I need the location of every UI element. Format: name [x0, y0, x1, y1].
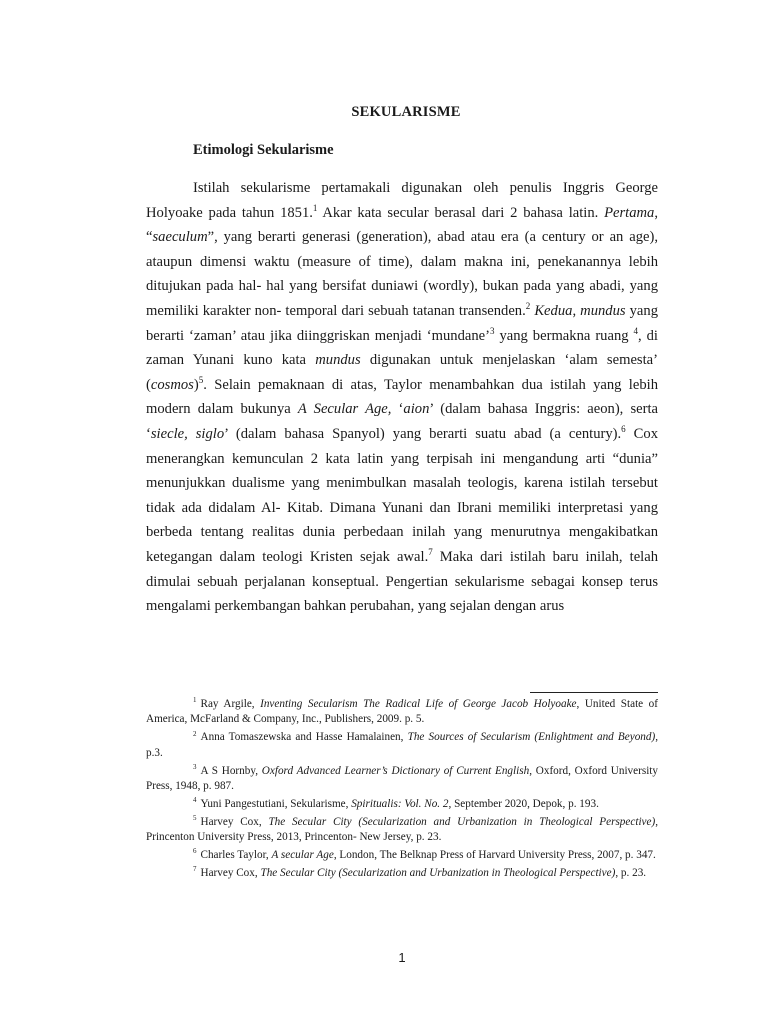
footnote	[146, 866, 658, 881]
text-run: A S Hornby,	[200, 764, 262, 777]
page-number: 1	[398, 950, 406, 965]
footnote	[146, 815, 658, 846]
text-run: yang berarti ‘zaman’ atau jika diinggriskan menjadi ‘mundane’	[146, 302, 658, 344]
text-run: Cox menerangkan kemunculan 2 kata latin yang terpisah ini mengandung arti “dunia” menunjukkan dualisme yang menimbulkan masalah teologis, karena istilah tersebut tidak ada didalam Al- Kitab. Dimana Yunani dan Ibrani memiliki interpretasi yang berbeda tentang realitas dunia perbedaan inilah yang menurutnya mengakibatkan ketegangan dalam teologi Kristen sejak awal.	[146, 425, 658, 565]
italic-text: mundus	[580, 302, 626, 319]
footnote-number: 7	[193, 865, 197, 874]
footnote-number: 4	[193, 796, 197, 805]
italic-text: mundus	[315, 352, 361, 369]
text-run: Harvey Cox,	[200, 815, 269, 828]
italic-text: saeculum	[152, 229, 208, 246]
footnote-number: 5	[193, 814, 197, 823]
text-run: , “	[146, 204, 658, 246]
footnote-number: 2	[193, 729, 197, 738]
text-run: yang bermakna ruang	[494, 327, 634, 344]
footnote-ref: 1	[312, 202, 318, 213]
text-run: Akar kata secular berasal dari 2 bahasa latin.	[317, 204, 605, 221]
footnote	[146, 730, 658, 761]
footnote	[146, 764, 658, 795]
text-run: Yuni Pangestutiani, Sekularisme,	[200, 797, 352, 810]
italic-text: A Secular Age,	[297, 401, 392, 418]
page-title: SEKULARISME	[351, 104, 461, 120]
body-paragraph	[146, 176, 658, 619]
text-run: Charles Taylor,	[200, 849, 272, 862]
italic-text: Kedua	[534, 302, 573, 319]
text-run: Anna Tomaszewska and Hasse Hamalainen,	[200, 731, 408, 744]
italic-text: Inventing Secularism The Radical Life of George Jacob Holyoake	[260, 698, 577, 710]
footnote-separator	[530, 692, 658, 693]
italic-text: aion	[403, 401, 430, 418]
footnote-ref: 2	[525, 301, 531, 312]
italic-text: Spiritualis: Vol. No. 2,	[351, 797, 452, 810]
text-run: , London, The Belknap Press of Harvard University Press, 2007, p. 347.	[333, 849, 656, 862]
italic-text: The Secular City (Secularization and Urbanization in Theological Perspective)	[260, 867, 616, 880]
text-run: ”, yang berarti generasi (generation), abad atau era (a century or an age), ataupun dimensi waktu (measure of time), dalam makna ini, penekanannya lebih ditujukan pada hal- hal yang bersifat duniawi (wordly), bukan pada yang abadi, yang memiliki karakter non- temporal dari sebuah tatanan transenden.	[146, 229, 658, 319]
italic-text: Oxford Advanced Learner’s Dictionary of Current English	[261, 764, 530, 777]
footnote-number: 6	[193, 847, 197, 856]
footnote	[146, 697, 658, 728]
body-text	[146, 176, 658, 619]
text-run: , United State of America, McFarland & Company, Inc., Publishers, 2009. p. 5.	[146, 698, 658, 726]
text-run: . Selain pemaknaan di atas, Taylor menambahkan dua istilah yang lebih modern dalam bukunya	[146, 376, 658, 418]
text-run: Ray Argile,	[200, 698, 261, 710]
text-run: Maka dari istilah baru inilah, telah dimulai sebuah perjalanan konseptual. Pengertian sekularisme sebagai konsep terus mengalami perkembangan bahkan perubahan, yang sejalan dengan arus	[146, 548, 658, 615]
text-run: ‘	[391, 401, 404, 418]
text-run: September 2020, Depok, p. 193.	[451, 797, 599, 810]
text-run: ’ (dalam bahasa Spanyol) yang berarti suatu abad (a century).	[224, 425, 622, 442]
text-run: , di zaman Yunani kuno kata	[146, 327, 658, 369]
footnote	[146, 797, 658, 812]
text-run: digunakan untuk menjelaskan ‘alam semesta’ (	[146, 352, 658, 393]
italic-text: The Secular City (Secularization and Urbanization in Theological Perspective)	[268, 815, 656, 828]
text-run: , Princenton University Press, 2013, Princenton- New Jersey, p. 23.	[146, 815, 659, 844]
text-run: , p. 23.	[615, 867, 647, 880]
text-run: , p.3.	[146, 731, 658, 759]
italic-text: Pertama	[604, 204, 655, 221]
footnote	[146, 848, 658, 863]
text-run: Harvey Cox,	[200, 867, 261, 880]
italic-text: siecle, siglo	[150, 425, 225, 442]
text-run: Istilah sekularisme pertamakali digunakan oleh penulis Inggris George Holyoake pada tahun 1851.	[146, 180, 658, 221]
footnote-number: 3	[193, 762, 197, 771]
footnote-ref: 4	[633, 325, 639, 336]
footnote-ref: 3	[490, 325, 495, 336]
footnote-ref: 7	[428, 547, 433, 558]
text-run: ’ (dalam bahasa Inggris: aeon), serta ‘	[146, 401, 658, 442]
text-run: ,	[572, 302, 581, 319]
footnote-number: 1	[193, 696, 197, 705]
section-heading: Etimologi Sekularisme	[193, 142, 334, 158]
text-run: )	[193, 376, 199, 393]
italic-text: A secular Age	[271, 849, 334, 862]
footnote-ref: 5	[198, 374, 204, 385]
italic-text: The Sources of Secularism (Enlightment and Beyond)	[407, 731, 656, 744]
text-run: , Oxford, Oxford University Press, 1948, p. 987.	[146, 764, 658, 793]
footnotes	[146, 697, 658, 884]
italic-text: cosmos	[150, 376, 194, 393]
footnote-ref: 6	[621, 424, 626, 435]
